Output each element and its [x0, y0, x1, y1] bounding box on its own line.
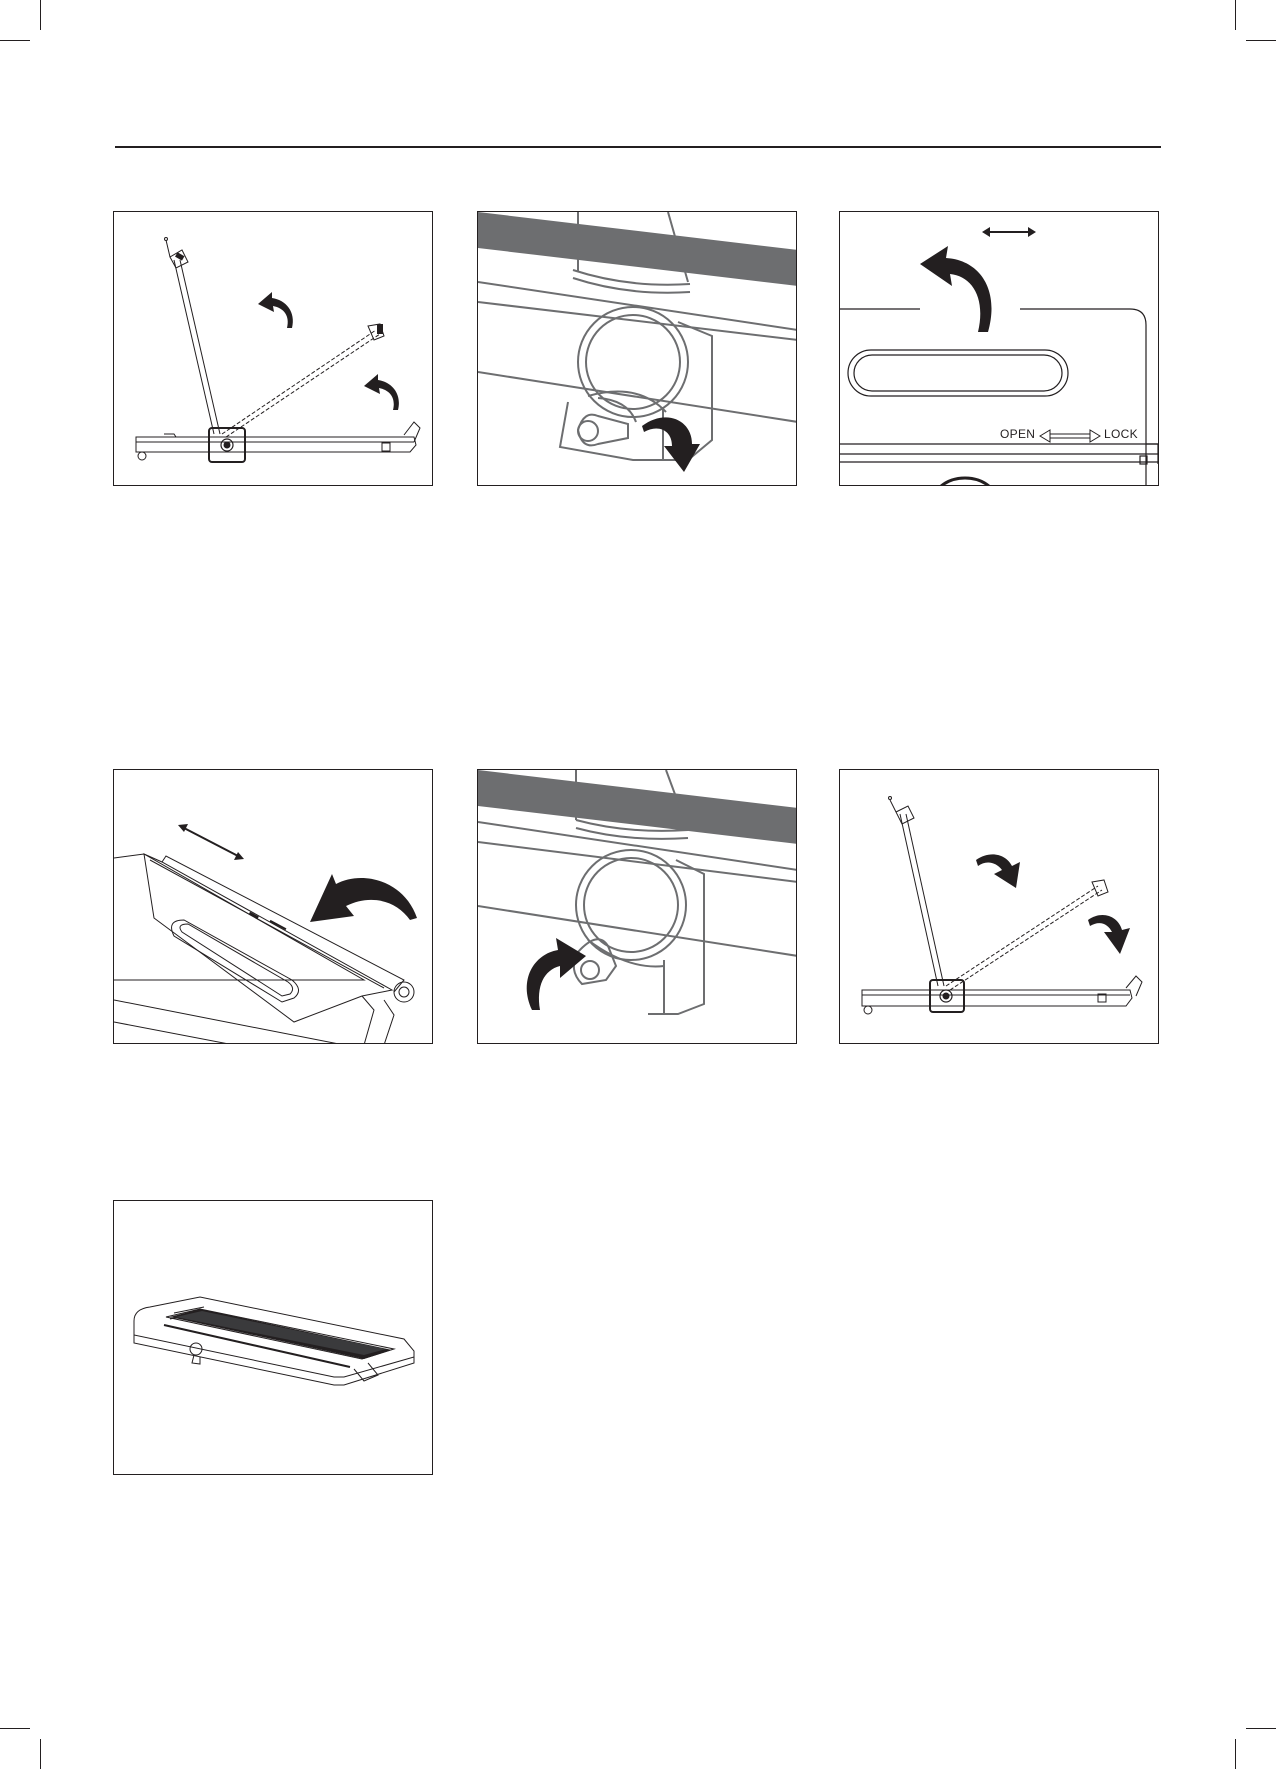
open-lock-double-arrow-icon [1040, 430, 1100, 442]
crop-mark [0, 40, 30, 41]
crop-mark [1235, 0, 1236, 30]
figure-6 [839, 769, 1159, 1044]
crop-mark [1235, 1739, 1236, 1769]
console-plate-illustration [114, 770, 433, 1044]
figure-4 [113, 769, 433, 1044]
label-lock: LOCK [1104, 427, 1138, 441]
curved-arrow-icon [976, 854, 1020, 888]
folded-treadmill-illustration [114, 1201, 433, 1475]
curved-arrow-icon [1088, 915, 1130, 954]
crop-mark [1246, 40, 1276, 41]
hinge-knob-illustration [478, 770, 797, 1044]
double-arrow-icon [178, 824, 244, 860]
lock-plate-illustration [840, 212, 1159, 486]
figure-1 [113, 211, 433, 486]
curved-arrow-icon [642, 417, 700, 472]
treadmill-fold-illustration [840, 770, 1159, 1044]
figure-5 [477, 769, 797, 1044]
crop-mark [1246, 1728, 1276, 1729]
crop-mark [40, 0, 41, 30]
curved-arrow-icon [258, 292, 293, 328]
header-rule [115, 146, 1161, 148]
figure-7 [113, 1200, 433, 1475]
hinge-knob-illustration [478, 212, 797, 486]
figure-2 [477, 211, 797, 486]
treadmill-unfold-illustration [114, 212, 433, 486]
crop-mark [0, 1728, 30, 1729]
curved-arrow-icon [527, 938, 586, 1010]
crop-mark [40, 1739, 41, 1769]
curved-arrow-icon [310, 874, 417, 922]
curved-arrow-icon [364, 374, 399, 410]
curved-arrow-icon [920, 246, 992, 332]
figure-3 [839, 211, 1159, 486]
double-arrow-icon [982, 227, 1036, 237]
label-open: OPEN [1000, 427, 1036, 441]
